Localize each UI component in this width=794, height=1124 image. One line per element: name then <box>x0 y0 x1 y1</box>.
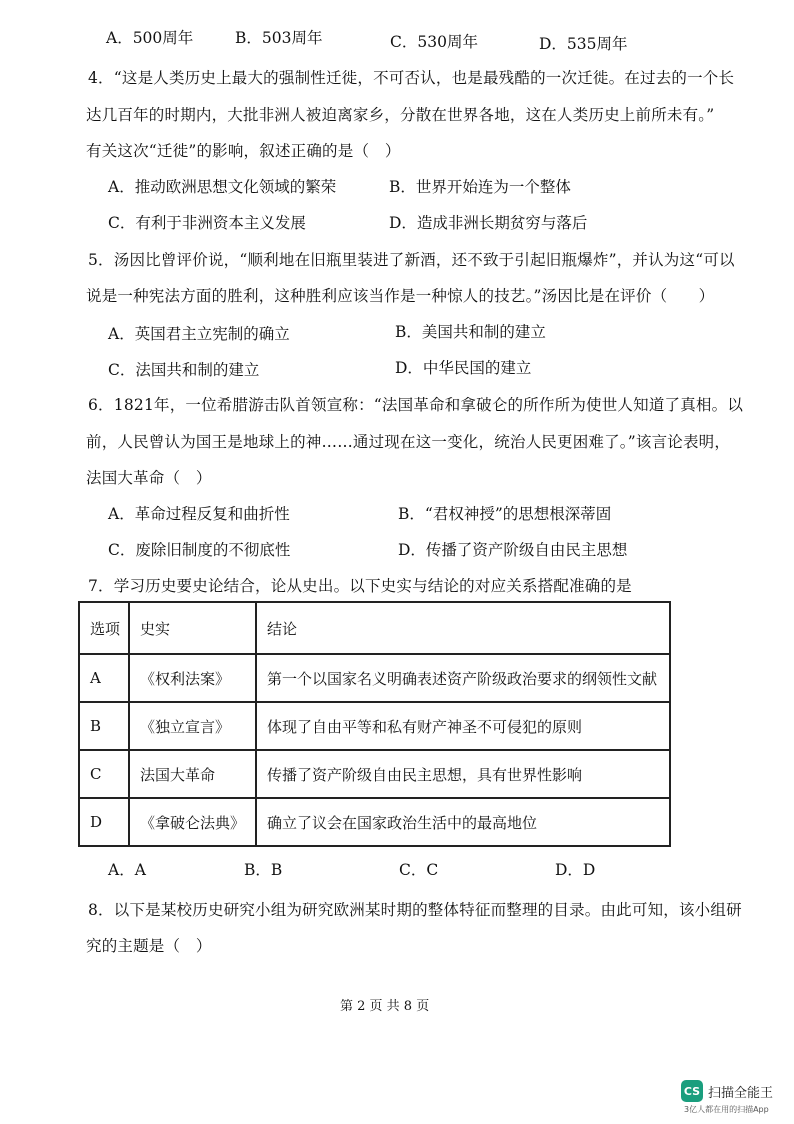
table-cell: 《权利法案》 <box>129 654 256 702</box>
table-cell: 传播了资产阶级自由民主思想，具有世界性影响 <box>256 750 670 798</box>
scanner-watermark <box>681 1080 773 1102</box>
q6-line-2: 前，人民曾认为国王是地球上的神……通过现在这一变化，统治人民更困难了。”该言论表明， <box>86 433 731 451</box>
q5-option-d: D．中华民国的建立 <box>395 359 532 377</box>
camscanner-logo-icon: CS <box>681 1080 703 1102</box>
q7-line: 7．学习历史要史论结合，论从史出。以下史实与结论的对应关系搭配准确的是 <box>88 577 632 595</box>
scanner-brand-name: 扫描全能王 <box>708 1085 774 1101</box>
table-cell: 第一个以国家名义明确表述资产阶级政治要求的纲领性文献 <box>256 654 670 702</box>
q4-option-d: D．造成非洲长期贫穷与落后 <box>389 214 588 232</box>
q4-line-2: 达几百年的时期内，大批非洲人被迫离家乡，分散在世界各地，这在人类历史上前所未有。” <box>86 106 715 124</box>
q3-option-c: C．530周年 <box>390 33 478 51</box>
table-cell: 《拿破仑法典》 <box>129 798 256 846</box>
q8-line-1: 8．以下是某校历史研究小组为研究欧洲某时期的整体特征而整理的目录。由此可知，该小组研 <box>88 901 742 919</box>
table-row <box>79 750 670 798</box>
q8-line-2: 究的主题是（ ） <box>86 937 212 955</box>
table-cell: C <box>79 750 129 798</box>
q5-option-b: B．美国共和制的建立 <box>395 323 546 341</box>
table-cell: 法国大革命 <box>129 750 256 798</box>
table-cell: D <box>79 798 129 846</box>
q4-line-3: 有关这次“迁徙”的影响，叙述正确的是（ ） <box>86 142 401 160</box>
q4-line-1: 4．“这是人类历史上最大的强制性迁徙，不可否认，也是最残酷的一次迁徙。在过去的一个长 <box>88 69 735 87</box>
history-table <box>78 601 671 847</box>
table-cell: 确立了议会在国家政治生活中的最高地位 <box>256 798 670 846</box>
table-row <box>79 702 670 750</box>
q7-option-c: C．C <box>399 861 439 879</box>
q3-option-a: A．500周年 <box>106 29 194 47</box>
table-row <box>79 798 670 846</box>
q6-option-b: B．“君权神授”的思想根深蒂固 <box>398 505 612 523</box>
q6-option-c: C．废除旧制度的不彻底性 <box>108 541 291 559</box>
q5-option-a: A．英国君主立宪制的确立 <box>108 325 290 343</box>
q7-option-a: A．A <box>108 861 146 879</box>
table-cell: B <box>79 702 129 750</box>
table-header-cell: 史实 <box>129 602 256 654</box>
q4-option-b: B．世界开始连为一个整体 <box>389 178 571 196</box>
table-cell: A <box>79 654 129 702</box>
q4-option-a: A．推动欧洲思想文化领域的繁荣 <box>108 178 337 196</box>
q6-option-d: D．传播了资产阶级自由民主思想 <box>398 541 628 559</box>
q7-option-b: B．B <box>244 861 283 879</box>
table-cell: 体现了自由平等和私有财产神圣不可侵犯的原则 <box>256 702 670 750</box>
table-header-cell: 结论 <box>256 602 670 654</box>
q5-option-c: C．法国共和制的建立 <box>108 361 260 379</box>
table-cell: 《独立宣言》 <box>129 702 256 750</box>
q3-option-d: D．535周年 <box>539 35 628 53</box>
q7-option-d: D．D <box>555 861 596 879</box>
q6-line-3: 法国大革命（ ） <box>86 469 212 487</box>
q5-line-1: 5．汤因比曾评价说，“顺利地在旧瓶里装进了新酒，还不致于引起旧瓶爆炸”，并认为这“可以 <box>88 251 735 269</box>
table-header-cell: 选项 <box>79 602 129 654</box>
q6-line-1: 6．1821年，一位希腊游击队首领宣称：“法国革命和拿破仑的所作所为使世人知道了真相。以 <box>88 396 744 414</box>
scanner-tagline: 3亿人都在用的扫描App <box>684 1105 769 1114</box>
q6-option-a: A．革命过程反复和曲折性 <box>108 505 290 523</box>
table-row <box>79 654 670 702</box>
q4-option-c: C．有利于非洲资本主义发展 <box>108 214 306 232</box>
table-header-row <box>79 602 670 654</box>
q3-option-b: B．503周年 <box>235 29 323 47</box>
page-number-footer: 第 2 页 共 8 页 <box>340 999 430 1014</box>
q5-line-2: 说是一种宪法方面的胜利，这种胜利应该当作是一种惊人的技艺。”汤因比是在评价（ ） <box>86 287 715 305</box>
